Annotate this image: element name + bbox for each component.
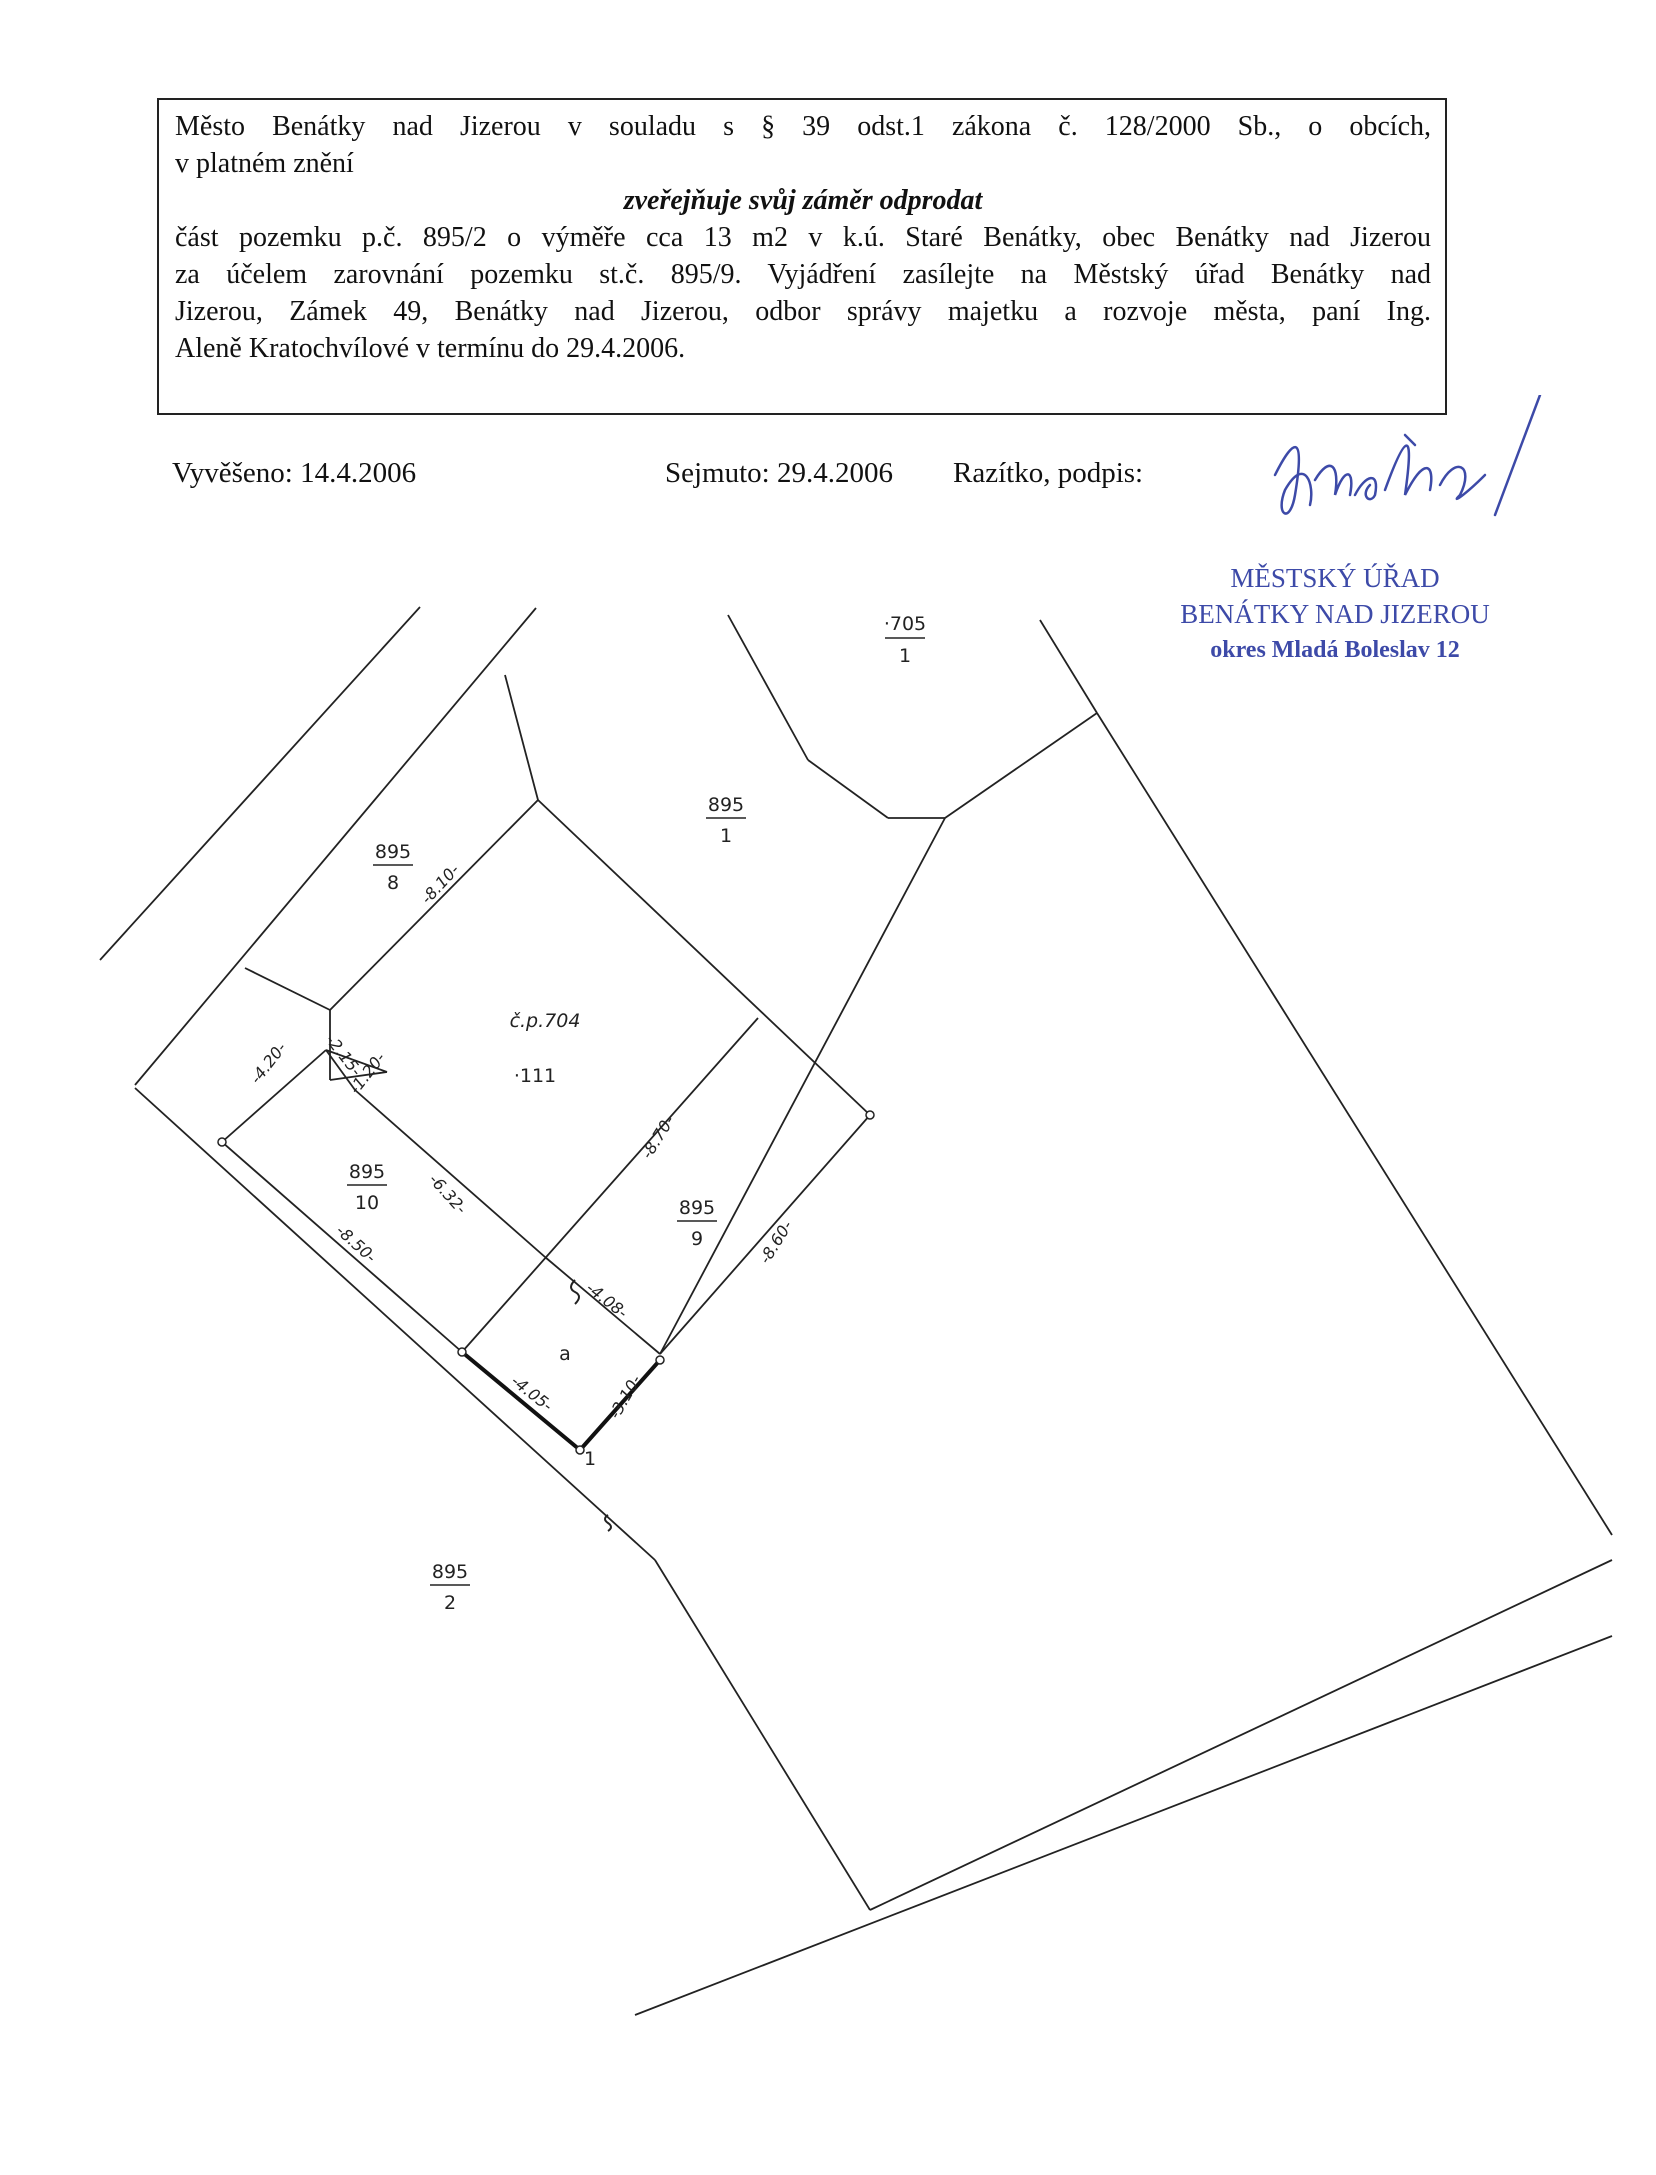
- stamp-signature-label: Razítko, podpis:: [953, 457, 1144, 489]
- point-1-label: 1: [583, 1448, 597, 1470]
- parcel-895-9-num: 895: [678, 1197, 716, 1219]
- signature-image: [1255, 395, 1555, 555]
- notice-line-5: Jizerou, Zámek 49, Benátky nad Jizerou, odbor správy majetku a rozvoje města, paní Ing.: [175, 296, 1431, 327]
- notice-line-1: Město Benátky nad Jizerou v souladu s § 39 odst.1 zákona č. 128/2000 Sb., o obcích,: [175, 111, 1431, 142]
- dim-4-08: -4.08-: [582, 1278, 632, 1323]
- parcel-895-2-num: 895: [431, 1561, 469, 1583]
- survey-marks: [571, 1280, 611, 1531]
- dim-8-50: -8.50-: [332, 1220, 381, 1267]
- dim-6-32: -6.32-: [425, 1169, 471, 1218]
- parcel-895-2-den: 2: [443, 1592, 457, 1614]
- dim-3-10: -3.10-: [605, 1371, 646, 1422]
- parcel-label-895-9: [677, 1197, 717, 1250]
- posted-date: Vyvěšeno: 14.4.2006: [172, 457, 417, 489]
- dim-4-20: -4.20-: [246, 1038, 291, 1088]
- notice-line-3: část pozemku p.č. 895/2 o výměře cca 13 m2 v k.ú. Staré Benátky, obec Benátky nad Jizerou: [175, 222, 1431, 253]
- parcel-895-1-den: 1: [719, 825, 733, 847]
- stamp-line-3: okres Mladá Boleslav 12: [1210, 637, 1460, 663]
- notice-heading: zveřejňuje svůj záměr odprodat: [623, 185, 983, 216]
- notice-line-4: za účelem zarovnání pozemku st.č. 895/9. Vyjádření zasílejte na Městský úřad Benátky nad: [175, 259, 1431, 290]
- parcel-label-895-2: [430, 1561, 470, 1614]
- parcel-705-1-den: 1: [898, 645, 912, 667]
- parcel-895-8-num: 895: [374, 841, 412, 863]
- notice-line-2: v platném znění: [175, 148, 354, 179]
- stamp-line-1: MĚSTSKÝ ÚŘAD: [1230, 563, 1440, 593]
- dim-1-20: -1.20-: [345, 1048, 390, 1098]
- dim-8-10: -8.10-: [417, 860, 464, 908]
- parcel-label-895-8: [373, 841, 413, 894]
- removed-date: Sejmuto: 29.4.2006: [665, 457, 893, 489]
- dim-2-15: -2.15-: [321, 1030, 366, 1080]
- parcel-895-1-num: 895: [707, 794, 745, 816]
- building-number: ·111: [513, 1065, 557, 1087]
- part-a-label: a: [559, 1343, 571, 1365]
- parcel-895-10-num: 895: [348, 1161, 386, 1183]
- dim-4-05: -4.05-: [507, 1371, 557, 1416]
- notice-box: [157, 98, 1447, 415]
- building-label: č.p.704: [509, 1010, 581, 1032]
- notice-line-6: Aleně Kratochvílové v termínu do 29.4.2006.: [175, 333, 686, 364]
- stamp-line-2: BENÁTKY NAD JIZEROU: [1180, 599, 1490, 629]
- dim-8-70: -8.70-: [637, 1112, 679, 1163]
- parcel-label-895-10: [347, 1161, 387, 1214]
- parcel-895-8-den: 8: [386, 872, 400, 894]
- parcel-label-705-1: [884, 613, 926, 667]
- parcel-705-1-num: ·705: [883, 613, 927, 635]
- dim-8-60: -8.60-: [755, 1217, 797, 1268]
- cadastral-map: [0, 600, 1656, 2175]
- parcel-895-10-den: 10: [354, 1192, 380, 1214]
- parcel-895-9-den: 9: [690, 1228, 704, 1250]
- parcel-label-895-1: [706, 794, 746, 847]
- parcel-boundaries: [100, 607, 1612, 2015]
